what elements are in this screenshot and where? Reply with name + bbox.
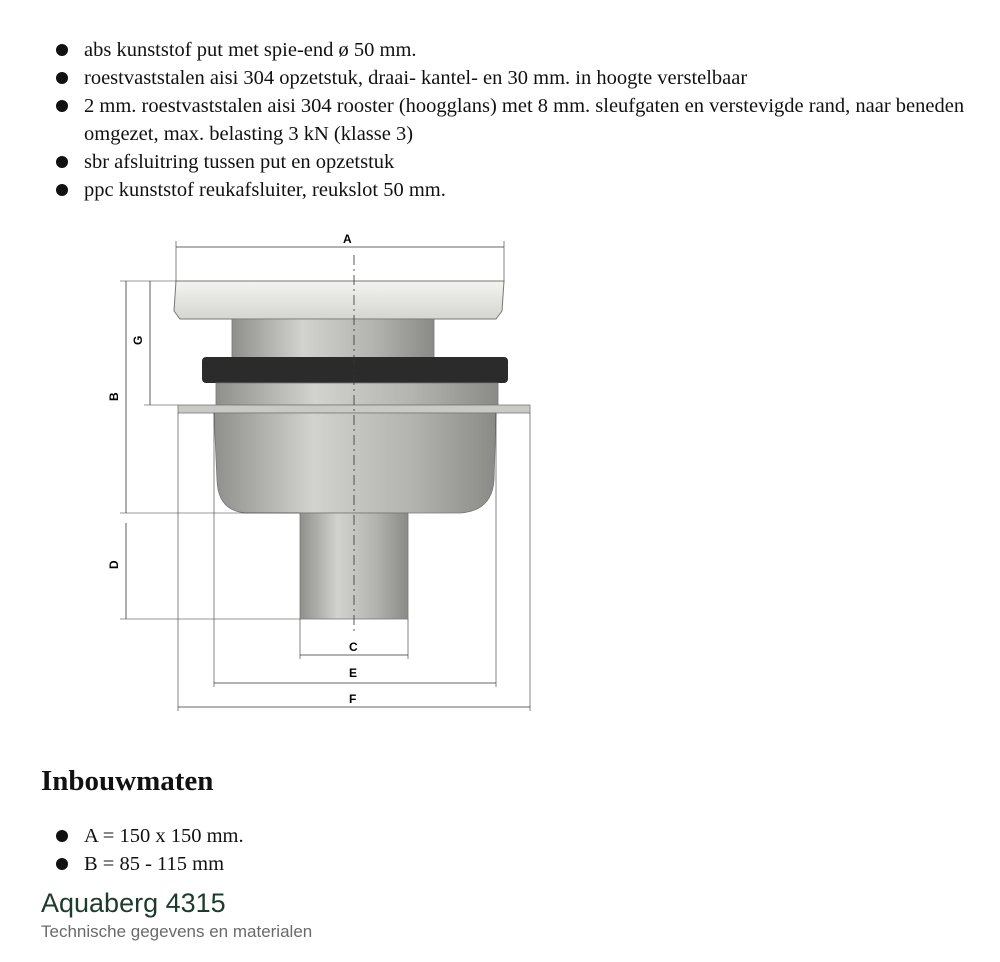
product-title: Aquaberg 4315 (41, 888, 226, 918)
spec-text: roestvaststalen aisi 304 opzetstuk, draai- kantel- en 30 mm. in hoogte verstelbaar (84, 67, 748, 89)
specs-list (56, 36, 976, 204)
list-item (56, 148, 976, 176)
product-footer (41, 886, 312, 944)
list-item (56, 92, 976, 148)
dimension-label-d: D (107, 560, 121, 569)
list-item (56, 176, 976, 204)
list-item (56, 64, 976, 92)
dimension-label-g: G (131, 335, 145, 345)
size-text: B = 85 - 115 mm (84, 853, 225, 872)
dimension-label-e: E (349, 666, 358, 680)
list-item (56, 850, 656, 872)
bullet-icon (56, 72, 68, 84)
list-item (56, 36, 976, 64)
installation-list (56, 822, 656, 872)
bullet-icon (56, 830, 68, 842)
product-subtitle: Technische gegevens en materialen (41, 922, 313, 941)
dimension-label-a: A (343, 232, 352, 246)
upper-body-shape (232, 319, 434, 359)
seal-ring-shape (202, 357, 508, 383)
bullet-icon (56, 858, 68, 870)
drain-technical-drawing (100, 225, 540, 720)
spec-text: 2 mm. roestvaststalen aisi 304 rooster (hoogglans) met 8 mm. sleufgaten en verstevigde rand, naar beneden omgezet, max. belasting 3 kN (klasse 3) (84, 95, 965, 145)
bullet-icon (56, 44, 68, 56)
size-text: A = 150 x 150 mm. (84, 825, 244, 847)
list-item (56, 822, 656, 850)
grate-shape (174, 281, 504, 319)
section-heading: Inbouwmaten (41, 765, 214, 797)
bowl-shape (214, 413, 496, 513)
dimension-label-b: B (107, 392, 121, 401)
spec-text: sbr afsluitring tussen put en opzetstuk (84, 151, 395, 173)
collar-shape (216, 383, 498, 405)
bullet-icon (56, 100, 68, 112)
spec-text: ppc kunststof reukafsluiter, reukslot 50 mm. (84, 179, 446, 201)
spec-text: abs kunststof put met spie-end ø 50 mm. (84, 39, 417, 61)
dimension-label-f: F (349, 692, 357, 706)
bullet-icon (56, 184, 68, 196)
dimension-label-c: C (349, 640, 358, 654)
bullet-icon (56, 156, 68, 168)
